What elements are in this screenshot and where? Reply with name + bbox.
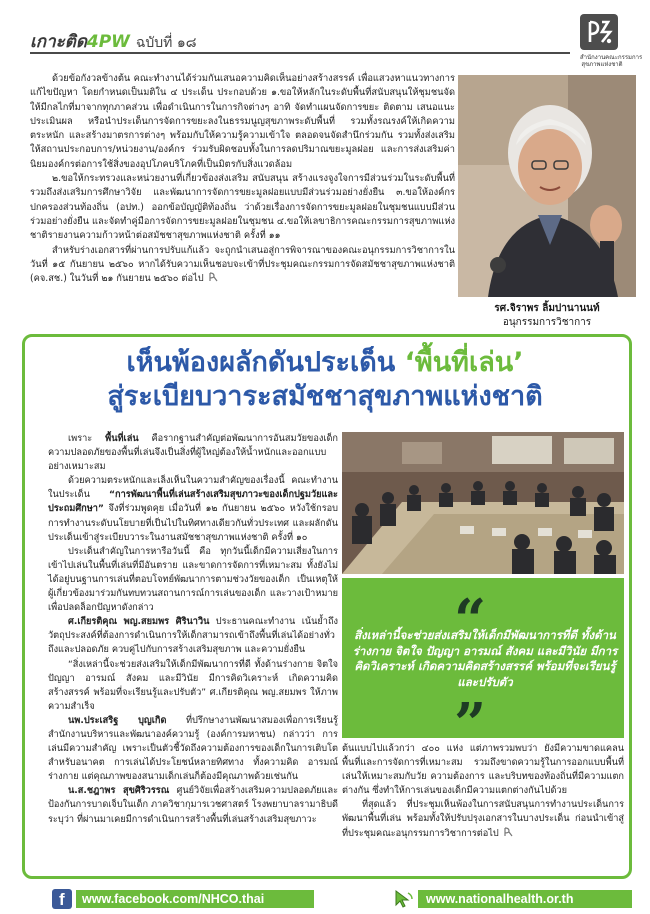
headline-line1-text: เห็นพ้องผลักดันประเด็น xyxy=(126,347,405,378)
lp2-post: จึงที่ร่วมพูดคุย เมื่อวันที่ ๑๒ กันยายน ๒๕๖๐ หวังใช้กรอบการทำงานระดับนโยบายที่เป็นไปในทิศทางเดียวกันทั่วประเทศ และผลักดันประเด็นเข้าสู่ระเบียบวาระในงานสมัชชาสุขภาพแห่งชาติ ครั้งที่ ๑๐ xyxy=(48,503,338,543)
column-title-accent: 4PW xyxy=(86,32,130,52)
left-paragraph-1 xyxy=(48,432,338,474)
page-header xyxy=(0,0,650,70)
lp2-pre: ด้วยความตระหนักและเล็งเห็นในความสำคัญของเรื่องนี้ คณะทำงานในประเด็น xyxy=(48,475,338,501)
left-paragraph-4 xyxy=(48,615,338,657)
top-paragraph-1: ด้วยข้อกังวลข้างต้น คณะทำงานได้ร่วมกันเสนอความคิดเห็นอย่างสร้างสรรค์ เพื่อแสวงหาแนวทางการแก้ไขปัญหา โดยกำหนดเป็นมติใน ๔ ประเด็น ประกอบด้วย ๑.ขอให้หลักในระดับพื้นที่สนับสนุนให้ชุมชนจัดให้มีกลไกที่มาจากทุกภาคส่วน เพื่อดำเนินการในการกิจต่างๆ อาทิ จัดทำแผนจัดการขยะ ติดตาม เสนอแนะ ประเมินผล หรือนำประเด็นการจัดการขยะลงในธรรมนูญสุขภาพระดับพื้นที่ รวมทั้งรณรงค์ให้เกิดความตระหนัก และสร้างมาตรการต่างๆ พร้อมกับให้ความรู้ความเข้าใจ ตลอดจนจัดสำนึกร่วมกัน รวมทั้งส่งเสริมให้สถานประกอบการ/หน่วยงาน/องค์กร ร่วมรับผิดชอบทั้งในการลดปริมาณขยะมูลฝอย และการส่งเสริมค่านิยมองค์กรต่อการใช้สิ่งของอุปโภคบริโภคที่เป็นมิตรกับสิ่งแวดล้อม xyxy=(30,73,455,170)
lp6-post: ที่ปรึกษางานพัฒนาสมองเพื่อการเรียนรู้ สำนักงานบริหารและพัฒนาองค์ความรู้ (องค์การมหาชน) กล่าวว่า การเล่นมีความสำคัญ เพราะเป็นตัวชี้วัดถึงความต้องการของเด็กในการเติบโต สำหรับอนาคต การเล่นได้ประโยชน์หลายทิศทาง ทั้งความคิด อารมณ์ร่างกาย แต่คุณภาพของสนามเด็กเล่นก็ต้องมีคุณภาพด้วยเช่นกัน xyxy=(48,714,338,783)
lp7-bold: น.ส.ชฎาพร สุขศิริวรรณ xyxy=(68,785,170,797)
lp6-bold: นพ.ประเสริฐ บุญเกิด xyxy=(68,714,167,726)
nhco-logo xyxy=(580,14,643,68)
right-paragraph-1: ต้นแบบไปแล้วกว่า ๔๐๐ แห่ง แต่ภาพรวมพบว่า ยังมีความขาดแคลนพื้นที่และการจัดการที่เหมาะสม รวมถึงขาดความรู้ในการออกแบบพื้นที่เล่นให้เหมาะสมกับวัย ความต้องการ และบริบทของท้องถิ่นที่มีความแตกต่างกัน ซึ่งทำให้การเล่นของเด็กมีความแตกต่างกันไปด้วย xyxy=(342,743,624,797)
portrait-caption xyxy=(458,302,636,330)
headline-line2: สู่ระเบียบวาระสมัชชาสุขภาพแห่งชาติ xyxy=(107,381,543,412)
article-end-icon xyxy=(503,827,513,837)
lp1-bold: พื้นที่เล่น xyxy=(105,433,139,444)
close-quote-icon: ” xyxy=(454,691,487,757)
portrait-illustration xyxy=(458,75,636,297)
left-paragraph-5 xyxy=(48,658,338,714)
speaker-portrait-photo xyxy=(458,75,636,297)
article-end-icon xyxy=(208,272,218,282)
logo-text-line2: สุขภาพแห่งชาติ xyxy=(581,61,623,68)
main-article-left-column xyxy=(48,432,338,827)
facebook-icon[interactable] xyxy=(52,889,72,909)
headline-highlight: ‘พื้นที่เล่น’ xyxy=(404,347,524,378)
headline-line1 xyxy=(40,346,610,380)
lp4-bold: ศ.เกียรติคุณ พญ.สยมพร ศิรินาวิน xyxy=(68,616,210,628)
top-paragraph-2: ๒.ขอให้กระทรวงและหน่วยงานที่เกี่ยวข้องส่งเสริม สนับสนุน สร้างแรงจูงใจการมีส่วนร่วมในระดับพื้นที่ รวมถึงส่งเสริมการศึกษาวิจัย และพัฒนาการจัดการขยะมูลฝอยแบบมีส่วนร่วมอย่างยั่งยืน ๓.ขอให้องค์กรปกครองส่วนท้องถิ่น (อปท.) ออกข้อบัญญัติท้องถิ่น ว่าด้วยเรื่องการจัดการขยะมูลฝอยในชุมชนแบบมีส่วนร่วมอย่างยั่งยืน และจัดทำคู่มือการจัดการขยะมูลฝอยในชุมชน ๔.ขอให้เลขาธิการคณะกรรมการสุขภาพแห่งชาติรายงานความก้าวหน้าต่อสมัชชาสุขภาพแห่งชาติ ครั้งที่ ๑๑ xyxy=(30,173,455,242)
facebook-link[interactable]: www.facebook.com/NHCO.thai xyxy=(76,890,314,908)
lp2-bold: “การพัฒนาพื้นที่เล่นสร้างเสริมสุขภาวะของเด็กปฐมวัยและประถมศึกษา” xyxy=(48,489,338,515)
lp7-post: ศูนย์วิจัยเพื่อสร้างเสริมความปลอดภัยและป้องกันการบาดเจ็บในเด็ก ภาควิชากุมารเวชศาสตร์ โรงพยาบาลรามาธิบดี ระบุว่า ที่ผ่านมาเคยมีการดำเนินการสร้างพื้นที่เล่นสร้างเสริมสุขภาวะ xyxy=(48,785,339,825)
logo-text-line1: สำนักงานคณะกรรมการ xyxy=(580,54,643,61)
page-footer xyxy=(22,888,632,910)
column-title-prefix: เกาะติด xyxy=(30,32,87,52)
right-paragraph-2 xyxy=(342,798,624,840)
main-headline xyxy=(40,346,610,414)
left-paragraph-2 xyxy=(48,474,338,544)
lp5-post: “สิ่งเหล่านี้จะช่วยส่งเสริมให้เด็กมีพัฒนาการที่ดี ทั้งด้านร่างกาย จิตใจ ปัญญา อารมณ์ สังคม และมีวินัย มีการคิดวิเคราะห์ เกิดความคิดสร้างสรรค์ พร้อมที่จะเรียนรู้และปรับตัว” ศ.เกียรติคุณ พญ.สยมพร ให้ภาพความสำเร็จ xyxy=(48,658,338,712)
open-quote-icon: “ xyxy=(454,587,487,653)
meeting-illustration xyxy=(342,432,624,574)
column-title xyxy=(30,28,197,55)
left-paragraph-3 xyxy=(48,545,338,615)
caption-role: อนุกรรมการวิชาการ xyxy=(502,317,592,328)
lp4-post: ประธานคณะทำงาน เน้นย้ำถึงวัตถุประสงค์ที่ต้องการดำเนินการให้เด็กสามารถเข้าถึงพื้นที่เล่นได้อย่างทั่วถึงและปลอดภัย ควบคู่ไปกับการสร้างเสริมสุขภาพ และความยั่งยืน xyxy=(48,616,338,656)
meeting-photo xyxy=(342,432,624,574)
lp1-pre: เพราะ xyxy=(68,433,106,444)
top-paragraph-3 xyxy=(30,244,455,287)
right-paragraph-2-text: ที่สุดแล้ว ที่ประชุมเห็นพ้องในการสนับสนุนการทำงานประเด็นการพัฒนาพื้นที่เล่น พร้อมทั้งให้ปรับปรุงเอกสารในบางประเด็น ก่อนนำเข้าสู่ที่ประชุมคณะอนุกรรมการวิชาการต่อไป xyxy=(342,799,624,839)
lp3-post: ประเด็นสำคัญในการหารือวันนี้ คือ ทุกวันนี้เด็กมีความเสี่ยงในการเข้าไปเล่นในพื้นที่เล่นที่มีอันตราย และขาดการจัดการที่เหมาะสม ทั้งยังไม่ได้อยู่บนฐานการเล่นที่ตอบโจทย์พัฒนาการตามช่วงวัยของเด็ก เป็นเหตุให้ผู้เกี่ยวข้องมาร่วมกันทบทวนสถานการณ์การเล่นของเด็ก และวางเป้าหมายเพื่อปลดล็อกปัญหาดังกล่าว xyxy=(48,545,338,614)
nhco-logo-icon xyxy=(580,14,618,50)
main-article-right-column xyxy=(342,742,624,841)
issue-number: ฉบับที่ ๑๘ xyxy=(135,35,197,51)
pull-quote-text: สิ่งเหล่านี้จะช่วยส่งเสริมให้เด็กมีพัฒนาการที่ดี ทั้งด้านร่างกาย จิตใจ ปัญญา อารมณ์ สังคม และมีวินัย มีการคิดวิเคราะห์ เกิดความคิดสร้างสรรค์ พร้อมที่จะเรียนรู้และปรับตัว xyxy=(352,628,618,689)
website-cursor-icon[interactable] xyxy=(394,889,416,909)
facebook-glyph: f xyxy=(59,890,65,909)
website-link[interactable]: www.nationalhealth.or.th xyxy=(418,890,632,908)
top-article-body xyxy=(30,72,455,286)
caption-name: รศ.จิราพร ลิ้มปานานนท์ xyxy=(494,303,600,314)
left-paragraph-7 xyxy=(48,784,338,826)
header-divider xyxy=(30,52,570,54)
lp1-post: คือรากฐานสำคัญต่อพัฒนาการอันสมวัยของเด็ก ความปลอดภัยของพื้นที่เล่นจึงเป็นสิ่งที่ผู้ใหญ่ต้องให้น้ำหนักและออกแบบอย่างเหมาะสม xyxy=(48,433,338,473)
top-paragraph-3-text: สำหรับร่างเอกสารที่ผ่านการปรับแก้แล้ว จะถูกนำเสนอสู่การพิจารณาของคณะอนุกรรมการวิชาการในวันที่ ๑๕ กันยายน ๒๕๖๐ หากได้รับความเห็นชอบจะเข้าที่ประชุมคณะกรรมการจัดสมัชชาสุขภาพแห่งชาติ (คจ.สช.) ในวันที่ ๒๑ กันยายน ๒๕๖๐ ต่อไป xyxy=(30,244,455,285)
left-paragraph-6 xyxy=(48,714,338,784)
